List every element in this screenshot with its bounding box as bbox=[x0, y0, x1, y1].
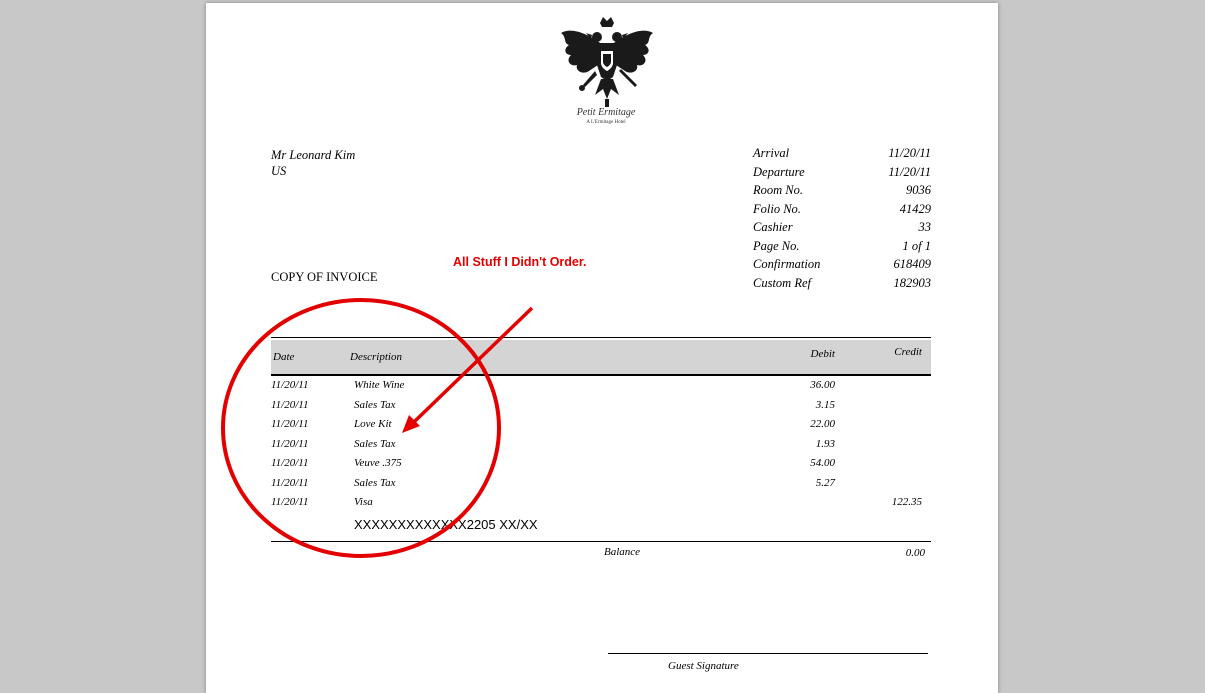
info-label: Room No. bbox=[753, 183, 803, 197]
header-description: Description bbox=[350, 351, 402, 363]
guest-country: US bbox=[271, 164, 287, 178]
info-label: Page No. bbox=[753, 238, 800, 253]
info-value: 618409 bbox=[893, 257, 931, 271]
row-debit: 22.00 bbox=[810, 418, 835, 430]
row-debit: 54.00 bbox=[810, 457, 835, 469]
row-debit: 5.27 bbox=[815, 476, 835, 489]
balance-label: Balance bbox=[604, 546, 641, 558]
info-value: 11/20/11 bbox=[888, 146, 931, 160]
hotel-subtitle: A L'Ermitage Hotel bbox=[586, 120, 626, 125]
info-value: 11/20/11 bbox=[888, 164, 931, 179]
card-number: XXXXXXXXXXXXX2205 XX/XX bbox=[354, 517, 538, 532]
annotation-arrow-line bbox=[414, 308, 532, 422]
row-credit: 122.35 bbox=[891, 496, 922, 508]
info-label: Confirmation bbox=[753, 257, 821, 271]
info-value: 33 bbox=[918, 220, 931, 234]
guest-name: Mr Leonard Kim bbox=[271, 148, 356, 162]
info-label: Custom Ref bbox=[753, 275, 811, 290]
info-value: 9036 bbox=[906, 183, 931, 197]
header-credit: Credit bbox=[894, 346, 922, 358]
row-description: Sales Tax bbox=[354, 398, 396, 411]
invoice-page bbox=[206, 3, 998, 693]
row-description: Veuve .375 bbox=[354, 457, 402, 469]
info-label: Arrival bbox=[753, 146, 790, 160]
header-debit: Debit bbox=[810, 348, 835, 360]
info-label: Cashier bbox=[753, 220, 793, 234]
row-date: 11/20/11 bbox=[271, 457, 309, 469]
info-value: 1 of 1 bbox=[902, 238, 931, 253]
row-description: Sales Tax bbox=[354, 437, 396, 450]
row-debit: 36.00 bbox=[810, 379, 835, 391]
document-title: COPY OF INVOICE bbox=[271, 270, 378, 284]
info-value: 41429 bbox=[899, 201, 931, 216]
annotation-text: All Stuff I Didn't Order. bbox=[453, 255, 587, 269]
row-description: Visa bbox=[354, 496, 373, 508]
row-date: 11/20/11 bbox=[271, 418, 309, 430]
signature-label: Guest Signature bbox=[668, 660, 739, 672]
row-description: Sales Tax bbox=[354, 476, 396, 489]
row-description: Love Kit bbox=[354, 418, 392, 430]
row-description: White Wine bbox=[354, 379, 405, 391]
row-debit: 1.93 bbox=[815, 437, 835, 450]
row-debit: 3.15 bbox=[815, 398, 835, 411]
header-date: Date bbox=[273, 351, 295, 363]
row-date: 11/20/11 bbox=[271, 476, 309, 489]
info-value: 182903 bbox=[893, 275, 931, 290]
row-date: 11/20/11 bbox=[271, 379, 309, 391]
balance-value: 0.00 bbox=[905, 547, 925, 559]
annotation-overlay bbox=[206, 3, 998, 684]
row-date: 11/20/11 bbox=[271, 437, 309, 450]
hotel-name: Petit Ermitage bbox=[576, 107, 636, 118]
annotation-circle bbox=[223, 300, 499, 556]
row-date: 11/20/11 bbox=[271, 496, 309, 508]
info-label: Folio No. bbox=[753, 201, 801, 216]
row-date: 11/20/11 bbox=[271, 398, 309, 411]
info-label: Departure bbox=[753, 164, 805, 179]
